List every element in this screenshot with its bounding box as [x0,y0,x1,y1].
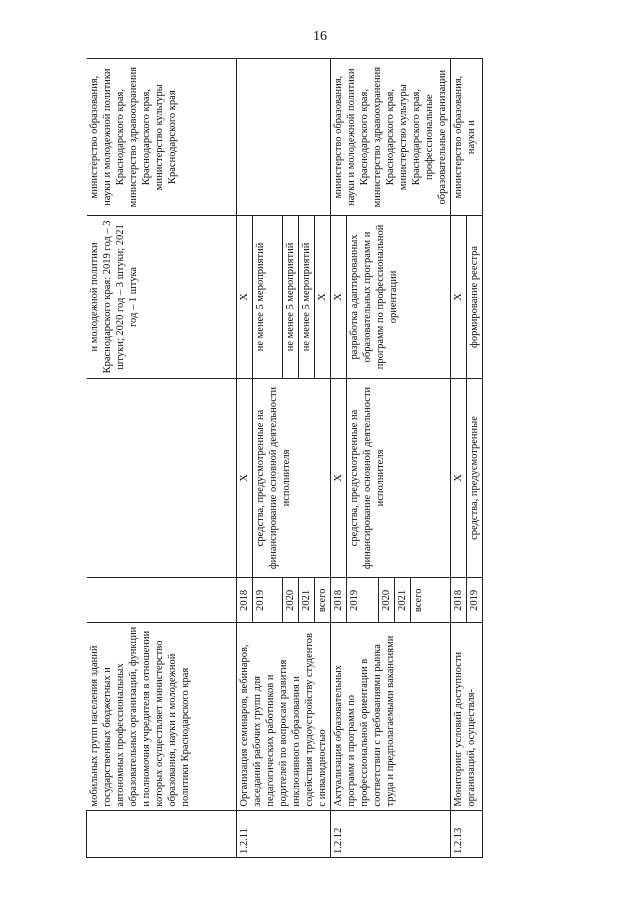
row-number: 1.2.12 [331,810,451,857]
row-number [87,810,237,857]
result-text: разработка адаптированных образовательных программ и программ по профессиональной ориентации [347,216,451,378]
executor-text: министерство образования, науки и молодежной политики Краснодарского края, министерство здравоохранения Краснодарского края, министерство культуры Краснодарского края [87,59,237,216]
funding-source: средства, предусмотренные [467,378,483,578]
year-cell: 2019 [253,578,283,623]
year-cell: 2018 [237,578,253,623]
year-cell: 2019 [467,578,483,623]
table-row [87,59,237,858]
result-text: не менее 5 мероприятий [299,216,315,378]
year-cell: 2020 [379,578,395,623]
result-text: Х [451,216,467,378]
result-text: не менее 5 мероприятий [283,216,299,378]
year-cell: 2021 [299,578,315,623]
result-text: и молодежной политики Краснодарского края: 2019 год – 3 штуки; 2020 год – 3 штуки; 2021 год – 1 штука [87,216,237,378]
table-row [331,59,347,858]
executor-text [237,59,331,216]
table-row [237,59,253,858]
activity-table [86,58,483,858]
page-number: 16 [313,29,327,44]
year-cell: 2019 [347,578,379,623]
result-text: не менее 5 мероприятий [253,216,283,378]
activity-table-rotated [86,58,554,858]
year-cell: 2020 [283,578,299,623]
year-cell: 2021 [395,578,411,623]
funding-source [87,378,237,578]
year-cell: 2018 [331,578,347,623]
result-text: Х [315,216,331,378]
result-text: формирование реестра [467,216,483,378]
funding-source: Х [451,378,467,578]
funding-source: Х [237,378,253,578]
table-row [451,59,467,858]
funding-source: средства, предусмотренные на финансирование основной деятельности исполнителя [347,378,451,578]
year-cell: всего [411,578,451,623]
year-cell [87,578,237,623]
executor-text: министерство образования, науки и молодежной политики Краснодарского края, министерство здравоохранения Краснодарского края, министерство культуры Краснодарского края, профессиональные образовательные организации [331,59,451,216]
activity-name: мобильных групп населения зданий государственных бюджетных и автономных профессиональных образовательных организаций, функции и полномочия учредителя в отношении которых осуществляет министерство образования, науки и молодежной политики Краснодарского края [87,623,237,810]
executor-text: министерство образования, науки и [451,59,483,216]
funding-source: средства, предусмотренные на финансирование основной деятельности исполнителя [253,378,331,578]
row-number: 1.2.11 [237,810,331,857]
activity-name: Организация семинаров, вебинаров, заседаний рабочих групп для педагогических работников и родителей по вопросам развития инклюзивного образования и содействия трудоустройству студентов с инвалидностью [237,623,331,810]
year-cell: всего [315,578,331,623]
result-text: Х [237,216,253,378]
year-cell: 2018 [451,578,467,623]
row-number: 1.2.13 [451,810,483,857]
result-text: Х [331,216,347,378]
activity-name: Мониторинг условий доступности организаций, осуществля- [451,623,483,810]
activity-name: Актуализация образовательных программ и программ по профессиональной ориентации в соответствии с требованиями рынка труда и предполагаемыми вакансиями [331,623,451,810]
funding-source: Х [331,378,347,578]
